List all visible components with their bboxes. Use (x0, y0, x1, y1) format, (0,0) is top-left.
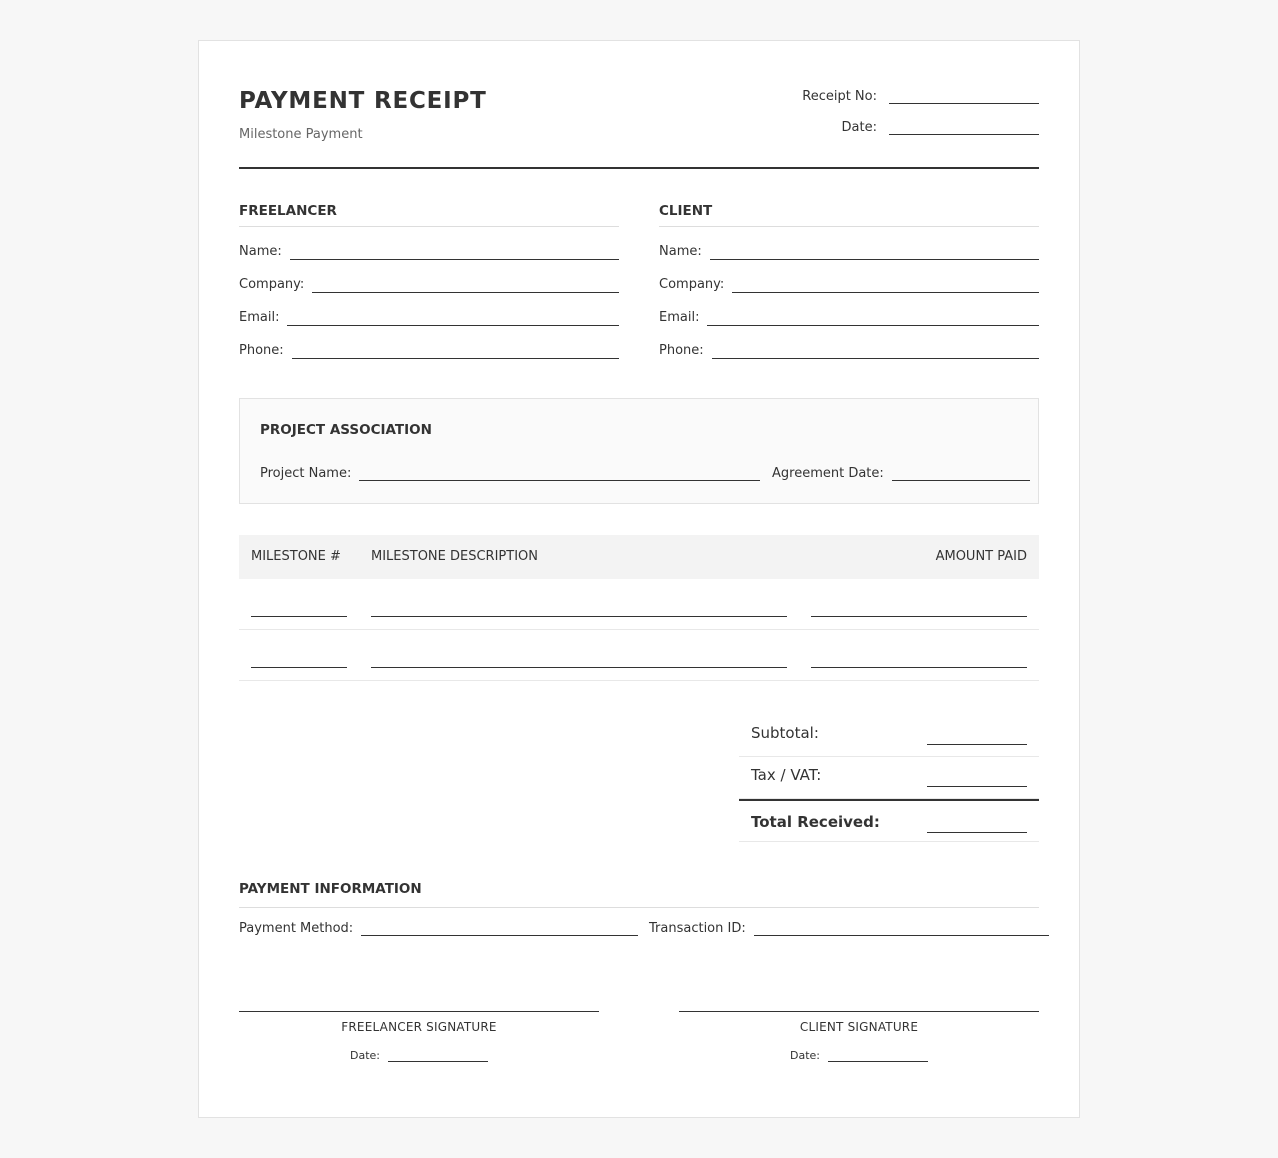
client-section (659, 201, 1039, 359)
subtotal-label: Subtotal: (751, 724, 819, 742)
tax-field[interactable] (927, 769, 1027, 787)
freelancer-name-field[interactable] (290, 242, 619, 260)
total-label: Total Received: (751, 813, 880, 831)
milestone-number-field[interactable] (251, 597, 347, 617)
payment-method-row (239, 918, 638, 936)
signature-date-label: Date: (350, 1049, 380, 1062)
freelancer-phone-field[interactable] (292, 341, 619, 359)
subtotal-field[interactable] (927, 727, 1027, 745)
receipt-no-row (802, 88, 1039, 104)
amount-paid-field[interactable] (811, 648, 1027, 668)
payment-method-label: Payment Method: (239, 921, 354, 936)
field-label: Phone: (239, 343, 284, 358)
column-header-amount: AMOUNT PAID (935, 549, 1027, 564)
milestone-description-field[interactable] (371, 648, 787, 668)
field-label: Company: (659, 277, 725, 292)
document-subtitle: Milestone Payment (239, 127, 363, 142)
receipt-page (198, 40, 1080, 1118)
field-label: Company: (239, 277, 305, 292)
receipt-content (239, 41, 1039, 1117)
transaction-id-row (649, 918, 1049, 936)
tax-row (739, 757, 1039, 799)
transaction-id-field[interactable] (754, 918, 1049, 936)
client-signature-date-row (679, 1046, 1039, 1062)
client-signature-line[interactable] (679, 1011, 1039, 1012)
field-label: Email: (239, 310, 280, 325)
client-heading: CLIENT (659, 201, 1039, 227)
field-label: Name: (659, 244, 702, 259)
client-company-row (659, 260, 1039, 293)
transaction-id-label: Transaction ID: (649, 921, 746, 936)
payment-heading: PAYMENT INFORMATION (239, 881, 1039, 908)
project-name-label: Project Name: (260, 466, 352, 481)
freelancer-signature-date-row (239, 1046, 599, 1062)
freelancer-email-row (239, 293, 619, 326)
client-email-row (659, 293, 1039, 326)
milestone-table (239, 535, 1039, 681)
freelancer-email-field[interactable] (287, 308, 619, 326)
total-row (739, 799, 1039, 842)
subtotal-row (739, 715, 1039, 757)
agreement-date-label: Agreement Date: (772, 466, 884, 481)
freelancer-name-row (239, 227, 619, 260)
freelancer-company-field[interactable] (312, 275, 619, 293)
field-label: Phone: (659, 343, 704, 358)
agreement-date-row (772, 463, 1030, 481)
project-association-box (239, 398, 1039, 504)
freelancer-phone-row (239, 326, 619, 359)
signature-date-label: Date: (790, 1049, 820, 1062)
column-header-milestone-number: MILESTONE # (251, 549, 341, 564)
document-title: PAYMENT RECEIPT (239, 88, 487, 114)
table-row (239, 630, 1039, 681)
receipt-no-field[interactable] (889, 88, 1039, 104)
receipt-date-row (842, 119, 1039, 135)
client-phone-field[interactable] (712, 341, 1039, 359)
client-name-row (659, 227, 1039, 260)
field-label: Email: (659, 310, 700, 325)
freelancer-signature-date-field[interactable] (388, 1046, 488, 1062)
receipt-no-label: Receipt No: (802, 89, 877, 104)
client-signature-date-field[interactable] (828, 1046, 928, 1062)
header-divider (239, 167, 1039, 169)
total-field[interactable] (927, 815, 1027, 833)
milestone-number-field[interactable] (251, 648, 347, 668)
table-row (239, 579, 1039, 630)
receipt-date-field[interactable] (889, 119, 1039, 135)
payment-method-field[interactable] (361, 918, 638, 936)
freelancer-section (239, 201, 619, 359)
client-signature-label: CLIENT SIGNATURE (799, 1020, 919, 1034)
receipt-date-label: Date: (841, 120, 877, 135)
column-header-description: MILESTONE DESCRIPTION (371, 549, 538, 564)
client-signature-block (679, 1011, 1039, 1062)
project-heading: PROJECT ASSOCIATION (260, 422, 432, 438)
field-label: Name: (239, 244, 282, 259)
table-header (239, 535, 1039, 579)
freelancer-signature-label: FREELANCER SIGNATURE (341, 1020, 497, 1034)
client-email-field[interactable] (707, 308, 1039, 326)
client-company-field[interactable] (732, 275, 1039, 293)
agreement-date-field[interactable] (892, 463, 1030, 481)
amount-paid-field[interactable] (811, 597, 1027, 617)
client-name-field[interactable] (710, 242, 1039, 260)
payment-information-section (239, 881, 1039, 936)
freelancer-heading: FREELANCER (239, 201, 619, 227)
freelancer-signature-line[interactable] (239, 1011, 599, 1012)
freelancer-signature-block (239, 1011, 599, 1062)
project-name-row (260, 463, 760, 481)
tax-label: Tax / VAT: (751, 766, 822, 784)
totals-section (739, 715, 1039, 842)
project-name-field[interactable] (359, 463, 760, 481)
client-phone-row (659, 326, 1039, 359)
freelancer-company-row (239, 260, 619, 293)
milestone-description-field[interactable] (371, 597, 787, 617)
